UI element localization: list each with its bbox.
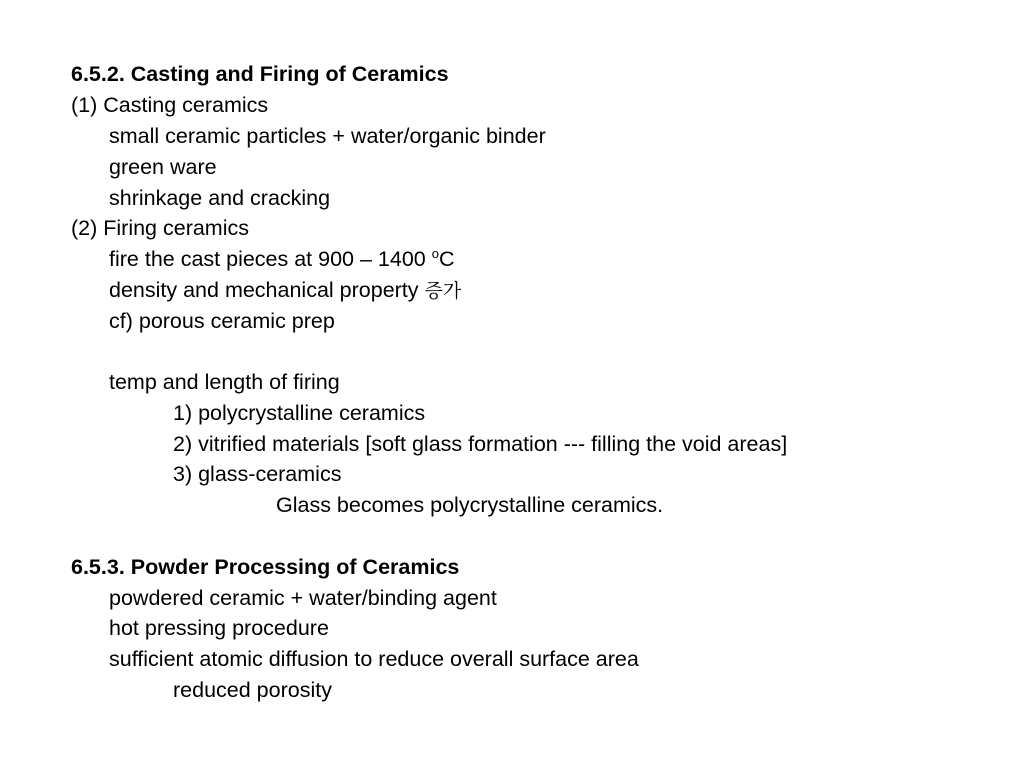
- casting-ceramics-title: (1) Casting ceramics: [71, 93, 269, 117]
- casting-item: small ceramic particles + water/organic binder: [109, 124, 546, 148]
- degree-superscript: o: [431, 246, 439, 261]
- casting-item: shrinkage and cracking: [109, 186, 331, 210]
- firing-temp-heading: temp and length of firing: [109, 370, 340, 394]
- section-6-5-2-heading: 6.5.2. Casting and Firing of Ceramics: [71, 62, 449, 86]
- porous-ceramic-note: cf) porous ceramic prep: [109, 309, 335, 333]
- firing-temperature-line: [109, 246, 454, 272]
- density-text: density and mechanical property: [109, 278, 425, 302]
- density-line: [109, 277, 461, 303]
- firing-type-item: 1) polycrystalline ceramics: [173, 401, 426, 425]
- celsius-unit: C: [438, 247, 455, 271]
- firing-type-item: 2) vitrified materials [soft glass formation --- filling the void areas]: [173, 432, 788, 456]
- powder-item: hot pressing procedure: [109, 616, 329, 640]
- powder-item: powdered ceramic + water/binding agent: [109, 586, 497, 610]
- powder-item: sufficient atomic diffusion to reduce overall surface area: [109, 647, 639, 671]
- firing-type-item: 3) glass-ceramics: [173, 462, 342, 486]
- glass-ceramics-note: Glass becomes polycrystalline ceramics.: [276, 493, 664, 517]
- section-6-5-3-heading: 6.5.3. Powder Processing of Ceramics: [71, 555, 460, 579]
- casting-item: green ware: [109, 155, 217, 179]
- korean-increase-text: 증가: [424, 280, 462, 302]
- firing-ceramics-title: (2) Firing ceramics: [71, 216, 249, 240]
- firing-temperature-text: fire the cast pieces at 900 – 1400: [109, 247, 432, 271]
- reduced-porosity-item: reduced porosity: [173, 678, 332, 702]
